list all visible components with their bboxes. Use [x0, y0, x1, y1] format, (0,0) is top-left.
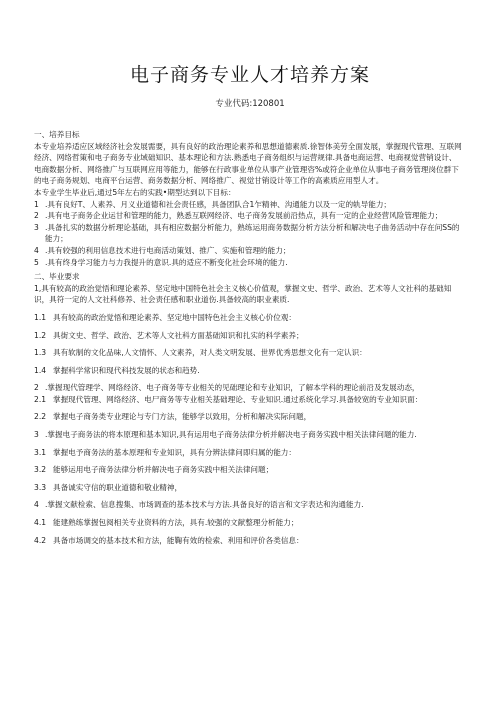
item-number: 3.2 — [34, 465, 47, 475]
item-number: 3 — [34, 222, 39, 232]
item-text: .掌握文献检索、信息搜集、市场调查的基本技术与方法.具备良好的语言和文字表达和沟通能力. — [45, 500, 364, 510]
list-item — [34, 517, 464, 529]
list-item — [34, 394, 464, 406]
item-number: 4 — [34, 245, 39, 255]
item-text: 具有较高的政治觉悟和理论素养、坚定地中国特色社会主义核心价位观： — [53, 312, 296, 322]
list-item — [34, 499, 464, 511]
item-number: 3 — [34, 430, 39, 440]
item-text: 具备诚实守信的职业道德和敬业精神， — [53, 482, 183, 492]
item-number: 4.1 — [34, 518, 47, 528]
item-text: 能建熟练掌握包阅相关专业资料的方法，具有.较强的文献整理分析能力； — [53, 518, 299, 528]
item-text: .具有电子商务企业运甘和管理的能力，熟悉互联网经济、电子商务发展前沿热点，具有一定的企业经营风险管理能力； — [45, 211, 443, 221]
list-item — [34, 245, 464, 257]
item-text: 具有软制的文化品味,人文情怀、人文素养，对人类文明发展、世界优秀思想文化有一定认识： — [53, 348, 367, 358]
list-item — [34, 482, 464, 494]
item-number: 2 — [34, 211, 39, 221]
paragraph: 本专业培养适应区域经济社会发展需要，具有良好的政治理论素养和思想道德素质.徐智体美劳全面发展，掌握现代管理、互联网经济、网络哲策和电子商务专业域础知识、基本理论和方法.熟悉电子商务组织与运营规律.具备电商运营、电商视觉营销设计、电商数据分析、网络推广与互联网应用等能力，能够在行政事业单位从事产业管理咨%或符企业单位从事电子商务管理岗位群下的电子商务规划、电商平台运营、商务数据分析、网络推广、视觉甘销设计等工作的高素质应用型人才。 — [34, 141, 462, 186]
item-number: 2.1 — [34, 394, 47, 404]
item-number: 2 — [34, 383, 39, 393]
list-item — [34, 210, 464, 222]
item-number: 1.2 — [34, 330, 47, 340]
item-number: 3.1 — [34, 447, 47, 457]
item-number: 2.2 — [34, 412, 47, 422]
item-text: .具有较强的利用信息技术进行电商活动策划、推广、实施和管理的能力； — [45, 245, 291, 255]
list-item — [34, 330, 464, 342]
list-item — [34, 365, 464, 377]
item-text: 掌握电予商务法的基本原理和专业知识，具有分辨法律问即归属的能力： — [53, 447, 296, 457]
list-item — [34, 257, 464, 269]
list-item — [34, 535, 464, 547]
document-body — [34, 126, 464, 546]
item-number: 4 — [34, 500, 39, 510]
document-title: 电子商务专业人才培养方案 — [129, 64, 370, 86]
requirement-list — [34, 312, 464, 546]
paragraph: 1,具有较高的政治觉悟和理论素养、坚定地中国特色社会主义核心价值观，掌握文史、哲学、政治、艺术等人文社科的基础知识，具符一定的人文社科修养、社会责任感和职业道伤.具备较高的职业素质. — [34, 283, 452, 305]
list-item — [34, 411, 464, 423]
item-number: 1.1 — [34, 312, 47, 322]
list-item — [34, 447, 464, 459]
list-item — [34, 382, 464, 394]
list-item — [34, 222, 464, 245]
item-number: 1.4 — [34, 365, 47, 375]
item-number: 1 — [34, 199, 39, 209]
item-number: 1.3 — [34, 348, 47, 358]
item-number: 5 — [34, 257, 39, 267]
item-number: 3.3 — [34, 482, 47, 492]
list-item — [34, 199, 464, 211]
item-text: .掌握现代管理学、网络经济、电子商务等专业相关的见础理论和专业知识，了解本学科的理论前沿及发展动态， — [45, 383, 420, 393]
list-item — [34, 429, 464, 441]
item-number: 4.2 — [34, 535, 47, 545]
item-text: .具备扎实的数据分析理论基础，具有相应数据分析能力，熟练运用商务数据分析方法分析和解决电子曲务活动中存在问SS的能力； — [45, 222, 460, 244]
item-text: .具有良好T、人素养、月义业道德和社会责任感，具备团队合1乍精神、沟通能力以及一定的轨导能力； — [45, 199, 392, 209]
item-text: .具有终身学习能力与力我提升的意识.具的适应不断变化社会环境的能力. — [45, 257, 288, 267]
item-text: 掌握电子商务类专业理论与专门方法，能够学以致用，分析和解决实际问题， — [53, 412, 312, 422]
list-item — [34, 347, 464, 359]
section-heading: 二、毕业要求 — [34, 272, 80, 282]
goal-list — [34, 199, 464, 269]
paragraph: 本专业学生毕业后,通过5年左右的实践•期型达到以下目标： — [34, 187, 236, 197]
list-item — [34, 312, 464, 324]
item-text: 掌握现代管理、网络经济、电尸商务等专业相关基础理论、专业知识.通过系统化学习.具备较宽的专业知识面： — [53, 394, 423, 404]
list-item — [34, 464, 464, 476]
major-code: 专业代码:120801 — [215, 99, 285, 109]
item-text: .掌握电子商务法的将本原理和基本知识,具有运用电子商务法律分析并解决电子商务实践中相关法律问题的能力. — [45, 430, 417, 440]
item-text: 具街文史、哲学、政治、艺术等人文社科方面基础知识和扎实的科学素养； — [53, 330, 304, 340]
item-text: 能够运用电子商务法律分析并解决电子商务实践中相关法律问题； — [53, 465, 274, 475]
item-text: 具备市场调交的基本技术和方法，能鞠有效的检索、利用和评价各类信息： — [53, 535, 304, 545]
item-text: 掌握科学常识和现代科技发展的状态和趋势. — [53, 365, 200, 375]
section-heading: 一、培养目标 — [34, 130, 80, 139]
